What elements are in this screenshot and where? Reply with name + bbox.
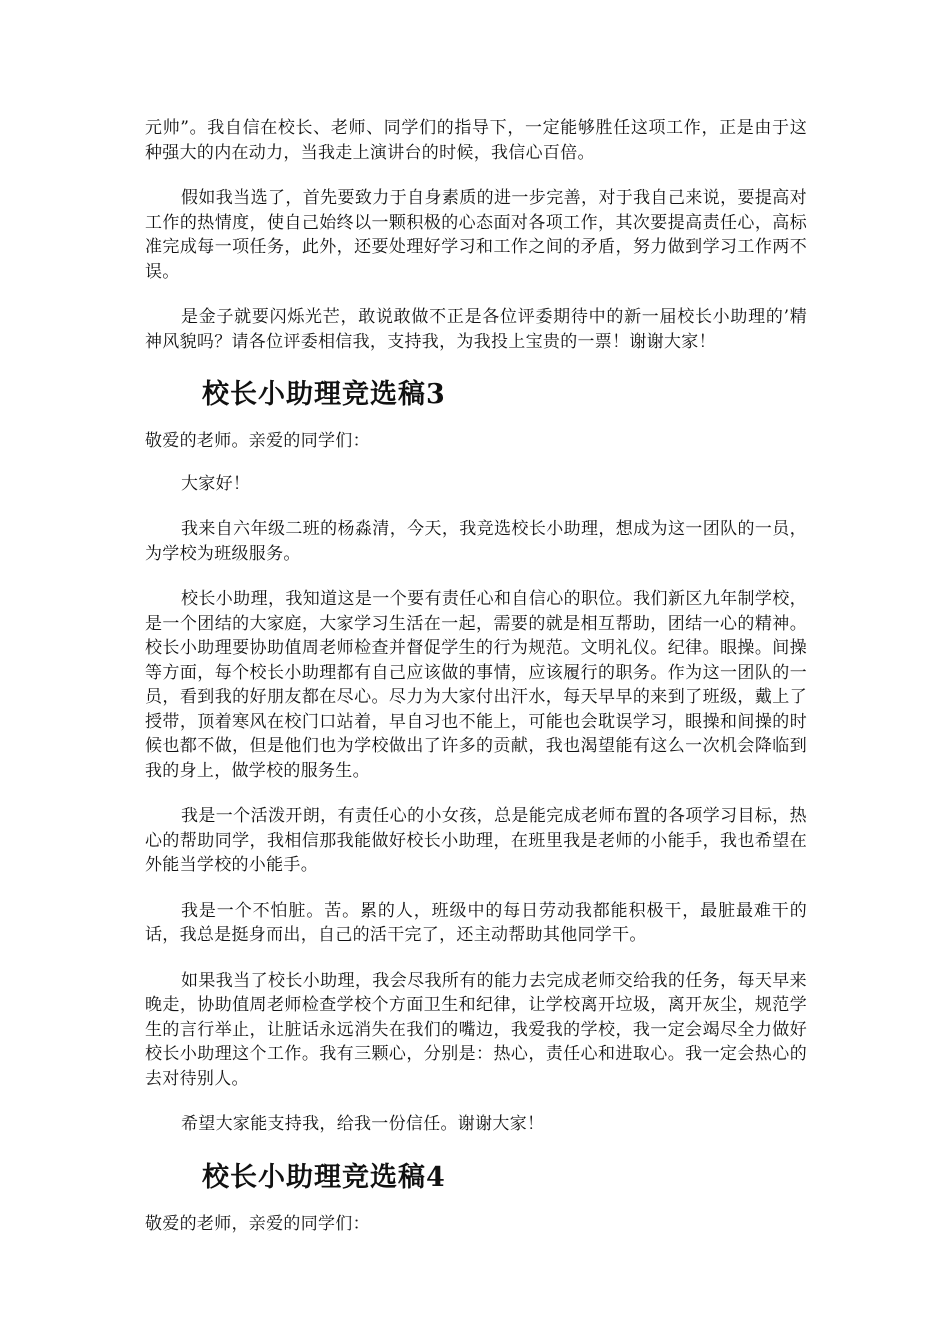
paragraph-pledge: 如果我当了校长小助理，我会尽我所有的能力去完成老师交给我的任务，每天早来晚走，协助值周老师检查学校个方面卫生和纪律，让学校离开垃圾，离开灰尘，规范学生的言行举止，让脏话永远消失在我们的嘴边，我爱我的学校，我一定会竭尽全力做好校长小助理这个工作。我有三颗心，分别是：热心，责任心和进取心。我一定会热心的去对待别人。 — [145, 970, 807, 1089]
paragraph-role-description: 校长小助理，我知道这是一个要有责任心和自信心的职位。我们新区九年制学校，是一个团结的大家庭，大家学习生活在一起，需要的就是相互帮助，团结一心的精神。校长小助理要协助值周老师检查并督促学生的行为规范。文明礼仪。纪律。眼操。间操等方面，每个校长小助理都有自己应该做的事情，应该履行的职务。作为这一团队的一员，看到我的好朋友都在尽心。尽力为大家付出汗水，每天早早的来到了班级，戴上了授带，顶着寒风在校门口站着，早自习也不能上，可能也会耽误学习，眼操和间操的时候也都不做，但是他们也为学校做出了许多的贡献，我也渴望能有这么一次机会降临到我的身上，做学校的服务生。 — [145, 589, 807, 781]
salutation-4: 敬爱的老师，亲爱的同学们： — [145, 1213, 370, 1234]
paragraph-thanks: 希望大家能支持我，给我一份信任。谢谢大家！ — [181, 1114, 545, 1134]
paragraph-hardworking: 我是一个不怕脏。苦。累的人，班级中的每日劳动我都能积极干，最脏最难干的话，我总是挺身而出，自己的活干完了，还主动帮助其他同学干。 — [145, 900, 807, 945]
salutation-3: 敬爱的老师。亲爱的同学们： — [145, 431, 370, 451]
paragraph-continuation: 元帅”。我自信在校长、老师、同学们的指导下，一定能够胜任这项工作，正是由于这种强大的内在动力，当我走上演讲台的时候，我信心百倍。 — [145, 118, 807, 163]
greeting: 大家好！ — [181, 473, 251, 494]
paragraph-personality: 我是一个活泼开朗，有责任心的小女孩，总是能完成老师布置的各项学习目标，热心的帮助同学，我相信那我能做好校长小助理，在班里我是老师的小能手，我也希望在外能当学校的小能手。 — [145, 806, 807, 875]
section-heading-4: 校长小助理竞选稿4 — [202, 1161, 446, 1193]
paragraph-if-elected: 假如我当选了，首先要致力于自身素质的进一步完善，对于我自己来说，要提高对工作的热情度，使自己始终以一颗积极的心态面对各项工作，其次要提高责任心，高标准完成每一项任务，此外，还要处理好学习和工作之间的矛盾，努力做到学习工作两不误。 — [145, 188, 807, 282]
section-heading-3: 校长小助理竞选稿3 — [202, 379, 446, 410]
document-body — [145, 116, 807, 1254]
paragraph-closing-appeal: 是金子就要闪烁光芒，敢说敢做不正是各位评委期待中的新一届校长小助理的’精神风貌吗？请各位评委相信我，支持我，为我投上宝贵的一票！谢谢大家！ — [145, 307, 807, 352]
paragraph-introduction: 我来自六年级二班的杨淼清，今天，我竞选校长小助理，想成为这一团队的一员，为学校为班级服务。 — [145, 519, 807, 564]
